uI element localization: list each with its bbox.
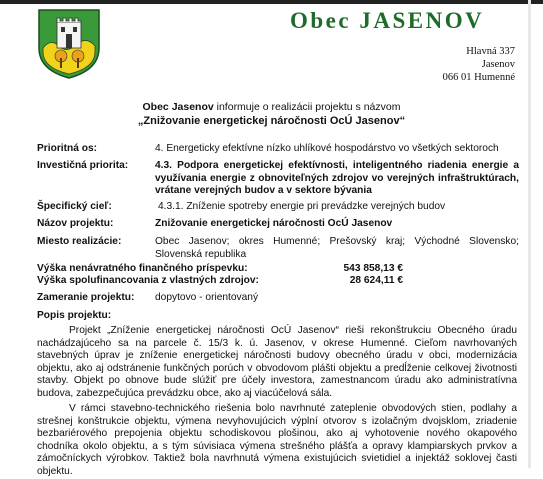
intro-text: informuje o realizácii projektu s názvom — [213, 101, 401, 113]
intro-municipality: Obec Jasenov — [142, 101, 214, 113]
field-value: Obec Jasenov; okres Humenné; Prešovský kraj; Východné Slovensko; Slovenská republika — [155, 236, 519, 260]
field-value: 4. Energeticky efektívne nízko uhlíkové hospodárstvo vo všetkých sektoroch — [155, 143, 499, 154]
description-paragraph: V rámci stavebno-technického riešenia bolo navrhnuté zateplenie obvodových stien, podlahy a strešnej konštrukcie objektu, výmena nevyhovujúcich výplní otvorov s izolačným dvojsklom, zriadenie bezbariérového prepojenia objektu schodiskovou plošinou, ako aj vyhotovenie nového okapového chodníka okolo objektu, a s tým súvisiaca výmena strešného plášťa a opravy klampiarskych prvkov a zámočníckych výrobkov. Taktiež bola navrhnutá výmena existujúcich svietidiel a injektáž soklovej časti objektu. — [37, 403, 517, 477]
project-title: „Znižovanie energetickej náročnosti OcÚ Jasenov“ — [137, 115, 406, 127]
top-border — [0, 0, 543, 4]
field-label: Zameranie projektu: — [37, 292, 135, 303]
field-value: 4.3.1. Zníženie spotreby energie pri prevádzke verejných budov — [158, 201, 446, 212]
field-value: dopytovo - orientovaný — [155, 292, 259, 303]
cofinancing-label: Výška spolufinancovania z vlastných zdrojov: — [37, 275, 259, 286]
field-label: Špecifický cieľ: — [37, 201, 112, 212]
coat-of-arms-icon — [37, 8, 101, 80]
field-label: Názov projektu: — [37, 218, 114, 229]
address-block — [443, 45, 515, 84]
field-value: Znižovanie energetickej náročnosti OcÚ Jasenov — [155, 218, 393, 229]
intro-line — [0, 101, 543, 113]
address-street: Hlavná 337 — [466, 46, 515, 57]
field-value: 4.3. Podpora energetickej efektívnosti, inteligentného riadenia energie a využívania energie z obnoviteľných zdrojov vo verejných infraštruktúrach, vrátane verejných budov a v sektore bývania — [155, 160, 519, 196]
field-label: Prioritná os: — [37, 143, 98, 154]
page-title: Obec JASENOV — [290, 8, 485, 33]
grant-amount-value: 543 858,13 € — [343, 263, 403, 274]
page-edge — [528, 0, 531, 468]
grant-amount-label: Výška nenávratného finančného príspevku: — [37, 263, 248, 274]
description-label: Popis projektu: — [37, 310, 112, 321]
description-paragraph: Projekt „Zníženie energetickej náročnosti OcÚ Jasenov“ rieši rekonštrukciu Obecného úradu nachádzajúceho sa na parcele č. 15/3 k. ú. Jasenov, v okrese Humenné. Cieľom navrhovaných stavebných úprav je zníženie energetickej náročnosti budovy obecného úradu v obci, modernizácia objektu, ako aj odstránenie funkčných porúch v obvodovom plášti objektu a predĺženie celkovej životnosti stavby. Objekt po obnove bude slúžiť pre účely investora, zamestnancom úradu ako administratívna budova, zabezpečujúca prevádzku obce, ako aj viacúčelová sála. — [37, 325, 517, 399]
field-label: Investičná priorita: — [37, 160, 129, 171]
address-town: Jasenov — [481, 59, 515, 70]
address-postal: 066 01 Humenné — [442, 72, 515, 83]
cofinancing-value: 28 624,11 € — [349, 275, 403, 286]
field-label: Miesto realizácie: — [37, 236, 122, 247]
